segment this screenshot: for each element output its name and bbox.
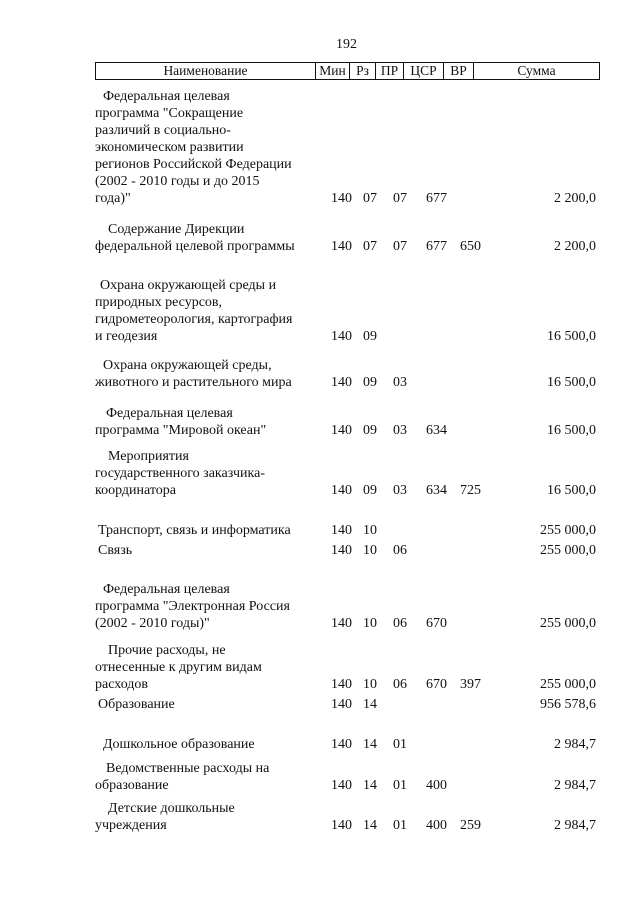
header-min: Мин xyxy=(316,63,350,79)
row-sum: 16 500,0 xyxy=(547,329,596,344)
row-sum: 2 984,7 xyxy=(554,737,596,752)
row-csr: 670 xyxy=(426,616,447,631)
row-csr: 634 xyxy=(426,423,447,438)
row-name: Образование xyxy=(98,697,175,712)
row-name: Транспорт, связь и информатика xyxy=(98,523,291,538)
row-name: Мероприятия государственного заказчика- координатора xyxy=(95,449,265,498)
row-pr: 03 xyxy=(393,423,407,438)
row-min: 140 xyxy=(331,737,352,752)
row-rz: 14 xyxy=(363,818,377,833)
row-rz: 10 xyxy=(363,677,377,692)
row-csr: 400 xyxy=(426,778,447,793)
row-min: 140 xyxy=(331,329,352,344)
row-name: Ведомственные расходы на образование xyxy=(95,761,270,793)
row-rz: 09 xyxy=(363,423,377,438)
row-min: 140 xyxy=(331,818,352,833)
row-pr: 01 xyxy=(393,818,407,833)
row-rz: 10 xyxy=(363,616,377,631)
row-vr: 259 xyxy=(460,818,481,833)
page-number: 192 xyxy=(336,37,357,52)
row-name: Охрана окружающей среды, животного и растительного мира xyxy=(95,358,292,390)
row-name: Охрана окружающей среды и природных ресурсов, гидрометеорология, картография и геодезия xyxy=(95,278,293,344)
row-sum: 956 578,6 xyxy=(540,697,596,712)
row-sum: 16 500,0 xyxy=(547,483,596,498)
row-min: 140 xyxy=(331,543,352,558)
row-name: Федеральная целевая программа "Электронная Россия (2002 - 2010 годы)" xyxy=(95,582,290,631)
row-pr: 01 xyxy=(393,737,407,752)
row-rz: 07 xyxy=(363,239,377,254)
row-name: Содержание Дирекции федеральной целевой программы xyxy=(95,222,295,254)
row-sum: 255 000,0 xyxy=(540,677,596,692)
row-pr: 01 xyxy=(393,778,407,793)
row-sum: 2 984,7 xyxy=(554,778,596,793)
header-vr: ВР xyxy=(444,63,474,79)
row-csr: 677 xyxy=(426,191,447,206)
row-vr: 650 xyxy=(460,239,481,254)
row-min: 140 xyxy=(331,697,352,712)
row-rz: 14 xyxy=(363,697,377,712)
row-rz: 07 xyxy=(363,191,377,206)
row-pr: 03 xyxy=(393,375,407,390)
row-vr: 725 xyxy=(460,483,481,498)
row-sum: 16 500,0 xyxy=(547,375,596,390)
row-min: 140 xyxy=(331,677,352,692)
header-rz: Рз xyxy=(350,63,376,79)
row-rz: 14 xyxy=(363,737,377,752)
row-min: 140 xyxy=(331,778,352,793)
row-pr: 06 xyxy=(393,616,407,631)
row-sum: 255 000,0 xyxy=(540,543,596,558)
row-name: Прочие расходы, не отнесенные к другим видам расходов xyxy=(95,643,262,692)
header-name: Наименование xyxy=(96,63,316,79)
row-min: 140 xyxy=(331,616,352,631)
row-csr: 677 xyxy=(426,239,447,254)
row-vr: 397 xyxy=(460,677,481,692)
row-pr: 06 xyxy=(393,543,407,558)
header-csr: ЦСР xyxy=(404,63,444,79)
row-sum: 2 984,7 xyxy=(554,818,596,833)
row-sum: 16 500,0 xyxy=(547,423,596,438)
row-rz: 10 xyxy=(363,523,377,538)
row-name: Связь xyxy=(98,543,133,558)
row-sum: 2 200,0 xyxy=(554,239,596,254)
row-pr: 06 xyxy=(393,677,407,692)
row-sum: 2 200,0 xyxy=(554,191,596,206)
row-sum: 255 000,0 xyxy=(540,523,596,538)
row-rz: 09 xyxy=(363,483,377,498)
row-rz: 09 xyxy=(363,329,377,344)
header-pr: ПР xyxy=(376,63,404,79)
row-name: Дошкольное образование xyxy=(103,737,255,752)
row-csr: 400 xyxy=(426,818,447,833)
row-min: 140 xyxy=(331,239,352,254)
row-rz: 10 xyxy=(363,543,377,558)
row-csr: 634 xyxy=(426,483,447,498)
header-sum: Сумма xyxy=(517,63,556,78)
row-name: Федеральная целевая программа "Сокращение различий в социально- экономическом развитии регионов Российской Федерации (2002 - 2010 годы и до 2015 года)" xyxy=(95,89,292,206)
row-min: 140 xyxy=(331,191,352,206)
row-pr: 03 xyxy=(393,483,407,498)
row-pr: 07 xyxy=(393,239,407,254)
row-csr: 670 xyxy=(426,677,447,692)
row-min: 140 xyxy=(331,375,352,390)
row-rz: 14 xyxy=(363,778,377,793)
row-min: 140 xyxy=(331,483,352,498)
row-pr: 07 xyxy=(393,191,407,206)
table-header xyxy=(95,62,600,80)
row-min: 140 xyxy=(331,523,352,538)
row-rz: 09 xyxy=(363,375,377,390)
row-name: Федеральная целевая программа "Мировой океан" xyxy=(95,406,267,438)
row-min: 140 xyxy=(331,423,352,438)
row-sum: 255 000,0 xyxy=(540,616,596,631)
row-name: Детские дошкольные учреждения xyxy=(95,801,235,833)
